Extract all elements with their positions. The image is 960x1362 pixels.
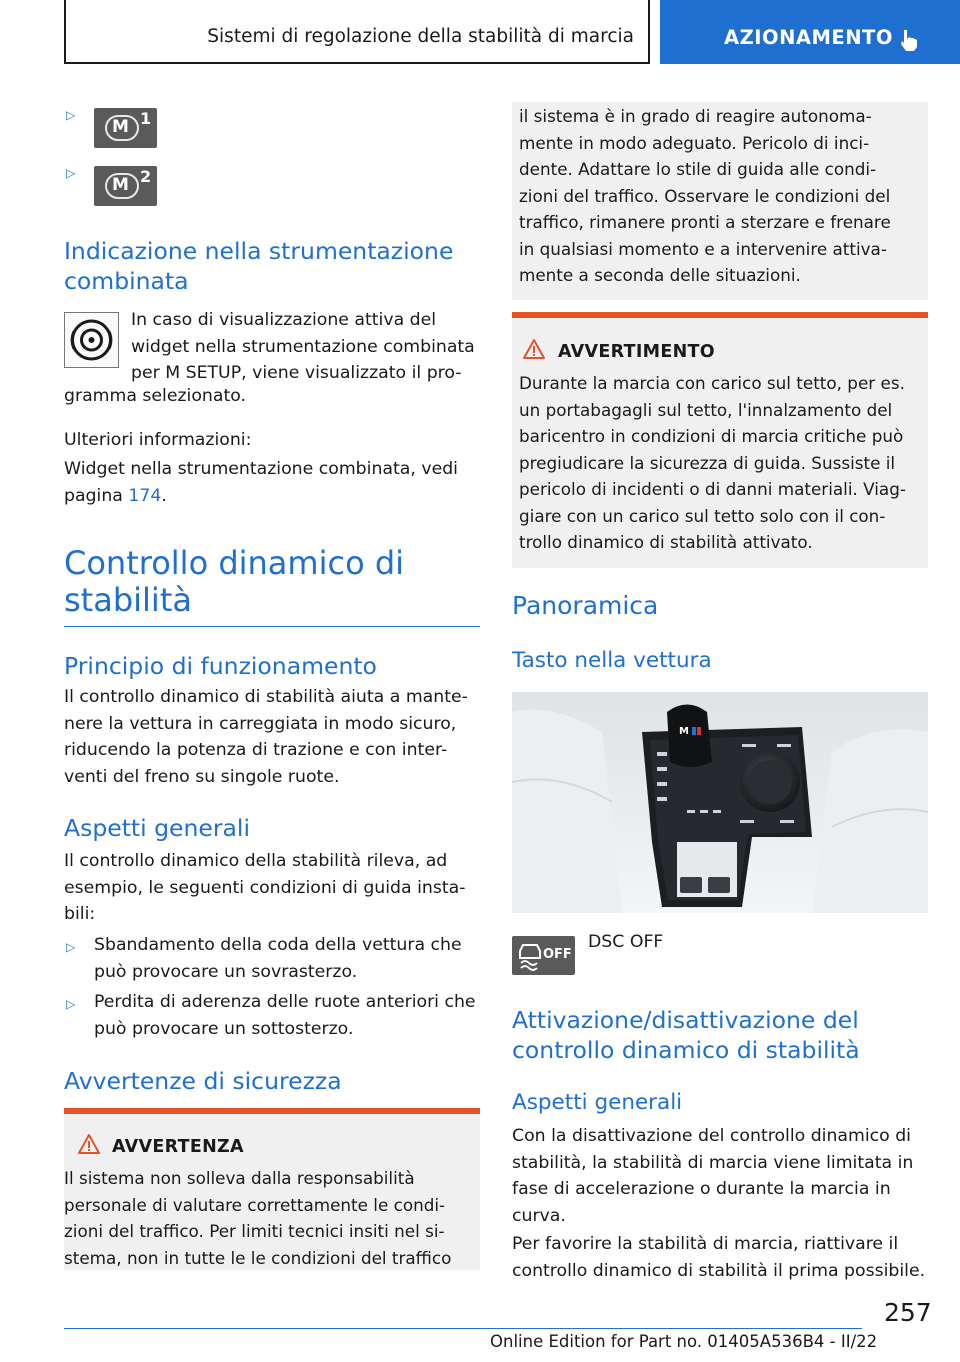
- general3-paragraph: Per favorire la stabilità di marcia, riattivare il controllo dinamico di stabilità il prima possibile.: [512, 1234, 926, 1281]
- m1-button-icon: [94, 108, 157, 148]
- dsc-caption: DSC OFF: [588, 932, 664, 952]
- safety-heading: Avvertenze di sicurezza: [64, 1067, 342, 1095]
- warning-triangle-icon: [522, 338, 546, 364]
- list-marker: ▷: [66, 108, 76, 122]
- instrument-heading: Indicazione nella strumentazione combinata: [64, 237, 454, 295]
- m1-letter: M: [112, 117, 129, 137]
- warning2-title: AVVERTIMENTO: [558, 342, 715, 362]
- widget-reference: Widget nella strumentazione combinata, vedi pagina 174.: [64, 459, 458, 506]
- bullet-item: Sbandamento della coda della vettura che può provocare un sovrasterzo.: [94, 935, 462, 982]
- more-info-label: Ulteriori informazioni:: [64, 430, 252, 450]
- main-heading: Controllo dinamico di stabilità: [64, 544, 405, 619]
- instrument-paragraph: In caso di visualizzazione attiva del widget nella strumentazione combinata per M SETUP, viene visualizzato il pro-: [131, 310, 475, 383]
- m2-button-icon: [94, 166, 157, 206]
- activation-heading: Attivazione/disattivazione del controllo dinamico di stabilità: [512, 1006, 860, 1064]
- bullet-item: Perdita di aderenza delle ruote anteriori che può provocare un sottosterzo.: [94, 992, 476, 1039]
- center-console-photo: [512, 692, 928, 913]
- overview-heading: Panoramica: [512, 591, 659, 620]
- general2-paragraph: Con la disattivazione del controllo dinamico di stabilità, la stabilità di marcia viene limitata in fase di accelerazione o durante la marcia in curva.: [512, 1126, 914, 1226]
- general-paragraph: Il controllo dinamico della stabilità rileva, ad esempio, le seguenti condizioni di guida insta- bili:: [64, 851, 466, 924]
- m2-letter: M: [112, 175, 129, 195]
- principle-paragraph: Il controllo dinamico di stabilità aiuta a mante- nere la vettura in carreggiata in modo sicuro, riducendo la potenza di trazione e con inter- venti del freno su singole ruote.: [64, 687, 468, 787]
- button-heading: Tasto nella vettura: [512, 648, 712, 673]
- header-chapter-title: AZIONAMENTO: [724, 26, 893, 49]
- general-heading: Aspetti generali: [64, 814, 250, 842]
- general2-heading: Aspetti generali: [512, 1090, 683, 1115]
- instrument-paragraph-end: gramma selezionato.: [64, 386, 247, 406]
- page-number: 257: [884, 1298, 932, 1327]
- warning-text: Il sistema non solleva dalla responsabilità personale di valutare correttamente le condi- zioni del traffico. Per limiti tecnici insiti nel si- stema, non in tutte le le condizioni del traffico: [64, 1168, 452, 1268]
- header-chapter-box: [660, 0, 960, 64]
- m1-number: 1: [140, 109, 152, 128]
- dsc-off-button-icon: [512, 936, 575, 975]
- dsc-wheel-icon: [64, 312, 119, 368]
- warning-title: AVVERTENZA: [112, 1137, 244, 1157]
- dsc-off-button-label: OFF: [543, 947, 572, 962]
- bullet-marker: ▷: [66, 997, 76, 1011]
- footer-rule: [64, 1328, 862, 1329]
- footer-edition: Online Edition for Part no. 01405A536B4 - II/22: [490, 1332, 878, 1351]
- m2-number: 2: [140, 167, 152, 186]
- header-section-title: Sistemi di regolazione della stabilità di marcia: [207, 26, 634, 47]
- warning2-text: Durante la marcia con carico sul tetto, per es. un portabagagli sul tetto, l'innalzamento del baricentro in condizioni di marcia critiche può pregiudicare la sicurezza di guida. Sussiste il pericolo di incidenti o di danni materiali. Viag- giare con un carico sul tetto solo con il con- trollo dinamico di stabilità attivato.: [519, 373, 906, 552]
- page-link[interactable]: 174: [128, 485, 162, 506]
- header-section-box: [64, 0, 650, 64]
- warning-triangle-icon: [77, 1133, 101, 1159]
- hand-pointer-icon: [898, 28, 920, 56]
- heading-rule: [64, 626, 480, 627]
- svg-text:M: M: [679, 726, 689, 737]
- principle-heading: Principio di funzionamento: [64, 652, 377, 680]
- bullet-marker: ▷: [66, 940, 76, 954]
- warning-continued-text: il sistema è in grado di reagire autonoma- mente in modo adeguato. Pericolo di inci- dente. Adattare lo stile di guida alle condi- zioni del traffico. Osservare le condizioni del traffico, rimanere pronti a sterzare e frenare in qualsiasi momento e a intervenire attiva- mente a seconda delle situazioni.: [519, 106, 891, 285]
- list-marker: ▷: [66, 166, 76, 180]
